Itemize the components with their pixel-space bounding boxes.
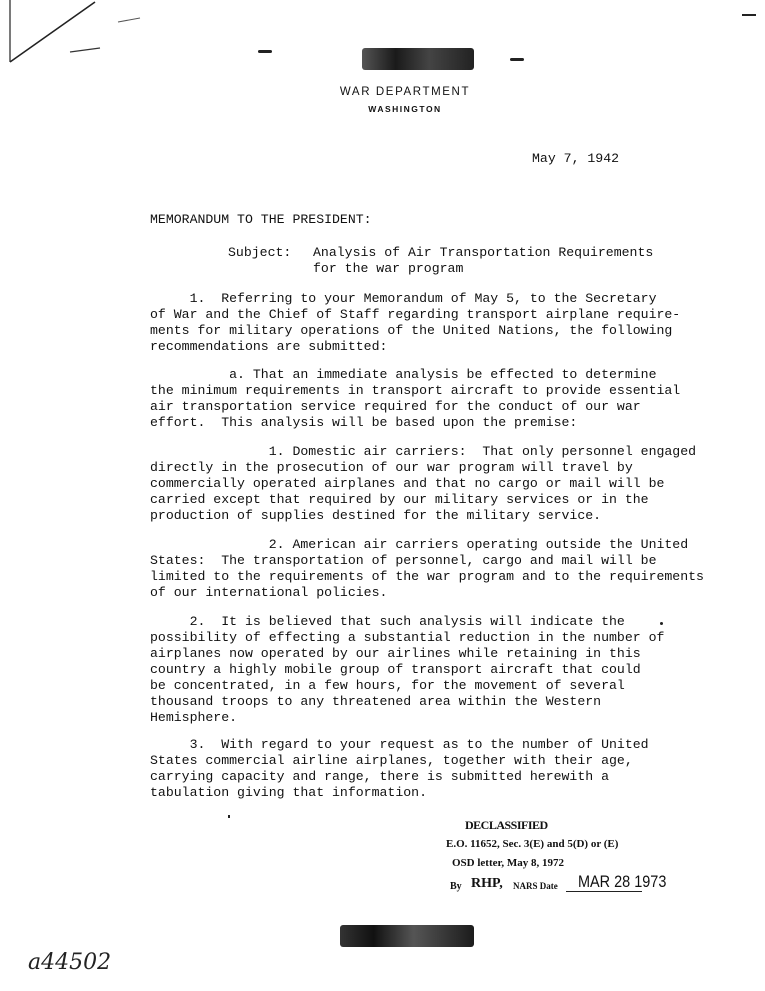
- text-line: 1. Domestic air carriers: That only personnel engaged: [150, 444, 697, 459]
- text-line: 2. It is believed that such analysis will indicate the: [150, 614, 625, 629]
- text-line: 3. With regard to your request as to the number of United: [150, 737, 649, 752]
- date-underline: [566, 891, 642, 892]
- text-line: airplanes now operated by our airlines while retaining in this: [150, 646, 641, 661]
- letterhead-department: WAR DEPARTMENT: [339, 86, 471, 98]
- department-seal: [362, 48, 474, 70]
- text-line: the minimum requirements in transport aircraft to provide essential: [150, 383, 681, 398]
- subject-line-2: for the war program: [313, 261, 464, 276]
- text-line: country a highly mobile group of transport aircraft that could: [150, 662, 641, 677]
- text-line: directly in the prosecution of our war program will travel by: [150, 460, 633, 475]
- declassified-letter: OSD letter, May 8, 1972: [452, 857, 565, 869]
- text-line: thousand troops to any threatened area within the Western: [150, 694, 602, 709]
- top-dash-right: [510, 58, 524, 61]
- memo-addressee: MEMORANDUM TO THE PRESIDENT:: [150, 212, 372, 227]
- text-line: limited to the requirements of the war program and to the requirements: [150, 569, 704, 584]
- handwritten-file-number: a44502: [28, 950, 112, 975]
- letterhead-city: WASHINGTON: [368, 104, 442, 114]
- declassified-authority: E.O. 11652, Sec. 3(E) and 5(D) or (E): [446, 838, 619, 850]
- stray-dot: [660, 622, 663, 625]
- text-line: effort. This analysis will be based upon the premise:: [150, 415, 578, 430]
- text-line: Hemisphere.: [150, 710, 238, 725]
- top-right-mark: [742, 14, 756, 16]
- declassified-by-label: By: [450, 881, 462, 892]
- stray-dot: [228, 815, 230, 818]
- text-line: commercially operated airplanes and that no cargo or mail will be: [150, 476, 665, 491]
- top-dash-left: [258, 50, 272, 53]
- text-line: a. That an immediate analysis be effected to determine: [150, 367, 657, 382]
- text-line: States: The transportation of personnel, cargo and mail will be: [150, 553, 657, 568]
- memo-date: May 7, 1942: [532, 151, 620, 166]
- pen-stroke-mark: [0, 0, 160, 90]
- text-line: air transportation service required for the conduct of our war: [150, 399, 641, 414]
- text-line: 1. Referring to your Memorandum of May 5, to the Secretary: [150, 291, 657, 306]
- text-line: tabulation giving that information.: [150, 785, 427, 800]
- bottom-seal: [340, 925, 474, 947]
- text-line: ments for military operations of the United Nations, the following: [150, 323, 673, 338]
- subject-line-1: Analysis of Air Transportation Requirements: [313, 245, 654, 260]
- text-line: 2. American air carriers operating outside the United: [150, 537, 689, 552]
- declassified-date: MAR 28 1973: [578, 872, 667, 891]
- text-line: States commercial airline airplanes, together with their age,: [150, 753, 633, 768]
- subject-label: Subject:: [228, 245, 292, 260]
- text-line: production of supplies destined for the military service.: [150, 508, 602, 523]
- text-line: carried except that required by our military services or in the: [150, 492, 649, 507]
- text-line: of our international policies.: [150, 585, 388, 600]
- text-line: carrying capacity and range, there is submitted herewith a: [150, 769, 609, 784]
- text-line: recommendations are submitted:: [150, 339, 388, 354]
- declassified-by-value: RHP,: [471, 876, 503, 891]
- text-line: be concentrated, in a few hours, for the movement of several: [150, 678, 625, 693]
- text-line: possibility of effecting a substantial reduction in the number of: [150, 630, 665, 645]
- declassified-title: DECLASSIFIED: [465, 818, 548, 832]
- text-line: of War and the Chief of Staff regarding transport airplane require-: [150, 307, 681, 322]
- declassified-nars-label: NARS Date: [513, 881, 558, 891]
